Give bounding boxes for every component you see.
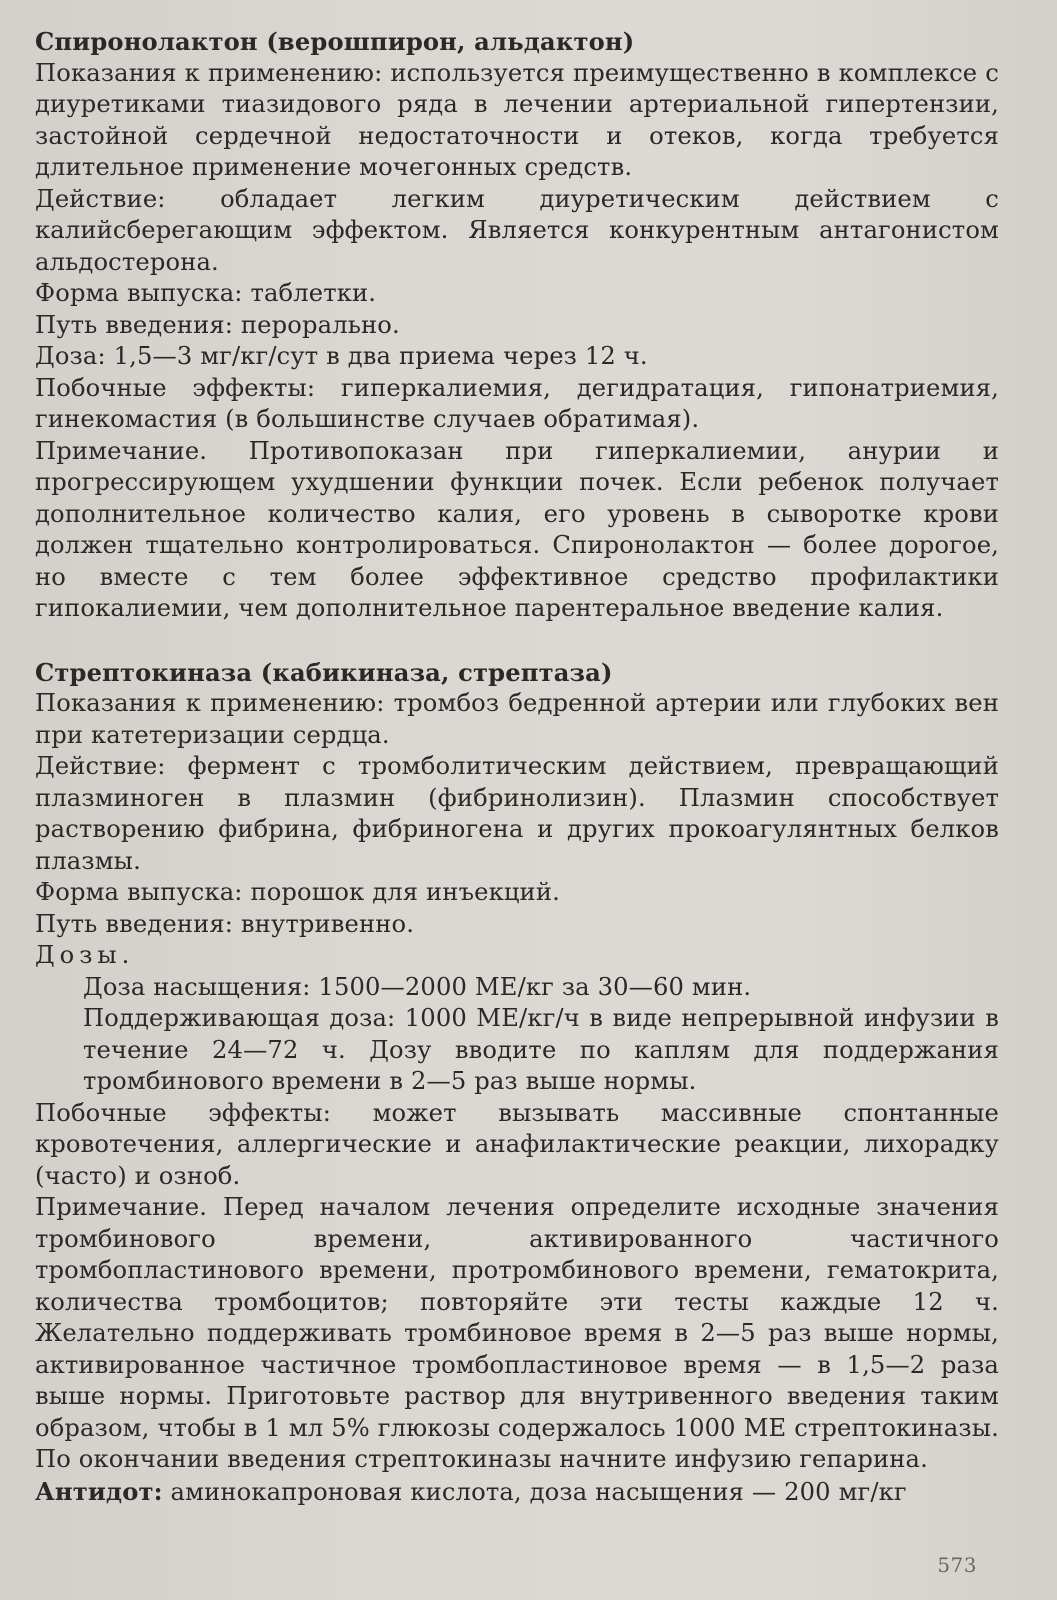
antidote-label: Антидот:: [35, 1476, 163, 1506]
antidote-text: аминокапроновая кислота, доза насыщения — 200 мг/кг: [170, 1477, 907, 1506]
indications: Показания к применению: используется преимущественно в комплексе с диуретиками тиазидового ряда в лечении артериальной гипертензии, застойной сердечной недостаточности и отеков, когда требуется длительное применение мочегонных средств.: [35, 58, 999, 181]
route: Путь введения: внутривенно.: [35, 909, 415, 938]
antidote: [35, 1476, 999, 1509]
doses-heading: Дозы.: [35, 941, 135, 969]
maintenance-dose: Поддерживающая доза: 1000 МЕ/кг/ч в виде непрерывной инфузии в течение 24—72 ч. Дозу вводите по каплям для поддержания тромбинового времени в 2—5 раз выше нормы.: [83, 1004, 999, 1095]
note: Примечание. Противопоказан при гиперкалиемии, анурии и прогрессирующем ухудшении функции почек. Если ребенок получает дополнительное количество калия, его уровень в сыворотке крови должен тщательно контролироваться. Спиронолактон — более дорогое, но вместе с тем более эффективное средство профилактики гипокалиемии, чем дополнительное парентеральное введение калия.: [35, 436, 999, 622]
drug-title: Стрептокиназа (кабикиназа, стрептаза): [35, 657, 613, 687]
dosage-form: Форма выпуска: порошок для инъекций.: [35, 878, 560, 906]
drug-entry-spironolactone: [35, 26, 999, 625]
indications: Показания к применению: тромбоз бедренной артерии или глубоких вен при катетеризации сердца.: [35, 689, 999, 749]
action: Действие: обладает легким диуретическим действием с калийсберегающим эффектом. Является конкурентным антагонистом альдостерона.: [35, 184, 999, 276]
drug-entry-streptokinase: [35, 657, 999, 1509]
side-effects: Побочные эффекты: может вызывать массивные спонтанные кровотечения, аллергические и анафилактические реакции, лихорадку (часто) и озноб.: [35, 1098, 999, 1190]
loading-dose: Доза насыщения: 1500—2000 МЕ/кг за 30—60 мин.: [83, 972, 752, 1001]
drug-title: Спиронолактон (верошпирон, альдактон): [35, 27, 635, 56]
route: Путь введения: перорально.: [35, 310, 400, 339]
side-effects: Побочные эффекты: гиперкалиемия, дегидратация, гипонатриемия, гинекомастия (в большинстве случаев обратимая).: [35, 373, 999, 433]
note: Примечание. Перед началом лечения определите исходные значения тромбинового времени, активированного частичного тромбопластинового времени, протромбинового времени, гематокрита, количества тромбоцитов; повторяйте эти тесты каждые 12 ч. Желательно поддерживать тромбиновое время в 2—5 раз выше нормы, активированное частичное тромбопластиновое время — в 1,5—2 раза выше нормы. Приготовьте раствор для внутривенного введения таким образом, чтобы в 1 мл 5% глюкозы содержалось 1000 МЕ стрептокиназы. По окончании введения стрептокиназы начните инфузию гепарина.: [35, 1193, 999, 1473]
dose: Доза: 1,5—3 мг/кг/сут в два приема через 12 ч.: [35, 342, 648, 370]
dosage-form: Форма выпуска: таблетки.: [35, 279, 377, 307]
page-number: 573: [937, 1553, 977, 1577]
action: Действие: фермент с тромболитическим действием, превращающий плазминоген в плазмин (фибринолизин). Плазмин способствует растворению фибрина, фибриногена и других прокоагулянтных белков плазмы.: [35, 752, 999, 875]
